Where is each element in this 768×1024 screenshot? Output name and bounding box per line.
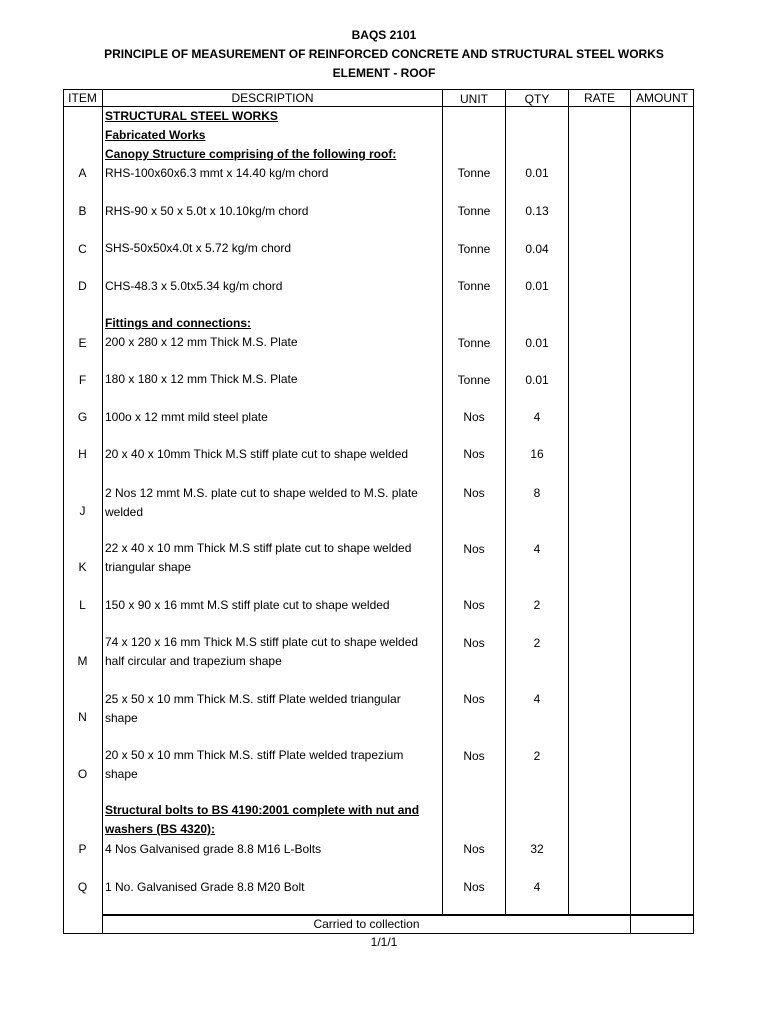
item-description-cont: triangular shape bbox=[105, 560, 192, 574]
element-title: ELEMENT - ROOF bbox=[332, 66, 436, 80]
item-description: 100o x 12 mmt mild steel plate bbox=[105, 410, 268, 424]
item-code: P bbox=[78, 842, 87, 856]
col-header-qty: QTY bbox=[524, 92, 550, 106]
item-description: 25 x 50 x 10 mm Thick M.S. stiff Plate welded triangular bbox=[105, 692, 401, 706]
item-description: 150 x 90 x 16 mmt M.S stiff plate cut to shape welded bbox=[105, 598, 390, 612]
item-qty: 8 bbox=[533, 486, 541, 500]
item-unit: Tonne bbox=[457, 204, 491, 218]
heading-structural-bolts: Structural bolts to BS 4190:2001 complete with nut and bbox=[105, 803, 420, 817]
item-qty: 4 bbox=[533, 692, 541, 706]
item-description: 22 x 40 x 10 mm Thick M.S stiff plate cut to shape welded bbox=[105, 541, 412, 555]
item-code: N bbox=[78, 710, 87, 724]
item-unit: Nos bbox=[463, 598, 485, 612]
total-top-border bbox=[103, 914, 694, 916]
item-code: K bbox=[78, 560, 87, 574]
table-top-border bbox=[63, 89, 694, 90]
heading-structural-bolts-cont: washers (BS 4320): bbox=[105, 822, 216, 836]
table-bottom-border bbox=[63, 933, 694, 934]
item-unit: Tonne bbox=[457, 336, 491, 350]
item-description: 74 x 120 x 16 mm Thick M.S stiff plate cut to shape welded bbox=[105, 635, 419, 649]
item-unit: Tonne bbox=[457, 166, 491, 180]
item-code: J bbox=[79, 504, 86, 518]
item-qty: 4 bbox=[533, 542, 541, 556]
item-qty: 4 bbox=[533, 880, 541, 894]
item-qty: 2 bbox=[533, 598, 541, 612]
item-qty: 0.04 bbox=[525, 242, 549, 256]
item-qty: 0.01 bbox=[525, 336, 549, 350]
col-border-item bbox=[102, 89, 103, 934]
document-code: BAQS 2101 bbox=[351, 28, 417, 42]
item-code: Q bbox=[77, 880, 88, 894]
col-border-rate bbox=[630, 89, 631, 934]
heading-structural-steel-works: STRUCTURAL STEEL WORKS bbox=[105, 109, 278, 123]
item-code: H bbox=[78, 447, 87, 461]
header-bottom-border bbox=[63, 106, 694, 107]
heading-fabricated-works: Fabricated Works bbox=[105, 128, 206, 142]
item-description: 4 Nos Galvanised grade 8.8 M16 L-Bolts bbox=[105, 842, 322, 856]
item-unit: Tonne bbox=[457, 279, 491, 293]
item-unit: Nos bbox=[463, 842, 485, 856]
item-unit: Nos bbox=[463, 542, 485, 556]
item-qty: 0.01 bbox=[525, 279, 549, 293]
item-unit: Tonne bbox=[457, 242, 491, 256]
item-code: D bbox=[78, 279, 87, 293]
item-description-cont: shape bbox=[105, 711, 138, 725]
item-code: G bbox=[77, 410, 88, 424]
item-description: CHS-48.3 x 5.0tx5.34 kg/m chord bbox=[105, 279, 283, 293]
page-number: 1/1/1 bbox=[370, 935, 398, 949]
item-description-cont: welded bbox=[105, 505, 144, 519]
item-qty: 4 bbox=[533, 410, 541, 424]
item-description: SHS-50x50x4.0t x 5.72 kg/m chord bbox=[105, 241, 292, 255]
item-qty: 0.13 bbox=[525, 204, 549, 218]
heading-canopy-structure: Canopy Structure comprising of the following roof: bbox=[105, 147, 397, 161]
item-code: M bbox=[77, 654, 88, 668]
item-description: 180 x 180 x 12 mm Thick M.S. Plate bbox=[105, 372, 298, 386]
item-description: RHS-100x60x6.3 mmt x 14.40 kg/m chord bbox=[105, 166, 329, 180]
item-code: L bbox=[79, 598, 86, 612]
col-header-amount: AMOUNT bbox=[636, 91, 688, 105]
col-header-rate: RATE bbox=[583, 91, 616, 105]
heading-fittings-connections: Fittings and connections: bbox=[105, 316, 251, 330]
item-unit: Nos bbox=[463, 410, 485, 424]
item-qty: 2 bbox=[533, 749, 541, 763]
col-border-qty bbox=[568, 89, 569, 915]
col-header-item: ITEM bbox=[68, 91, 97, 105]
item-description: 1 No. Galvanised Grade 8.8 M20 Bolt bbox=[105, 880, 305, 894]
item-code: E bbox=[78, 336, 87, 350]
item-unit: Nos bbox=[463, 880, 485, 894]
carried-to-collection: Carried to collection bbox=[313, 917, 420, 931]
item-description: 2 Nos 12 mmt M.S. plate cut to shape welded to M.S. plate bbox=[105, 486, 418, 500]
item-description: 200 x 280 x 12 mm Thick M.S. Plate bbox=[105, 335, 298, 349]
item-unit: Nos bbox=[463, 692, 485, 706]
item-qty: 2 bbox=[533, 636, 541, 650]
item-unit: Nos bbox=[463, 486, 485, 500]
item-qty: 0.01 bbox=[525, 166, 549, 180]
item-qty: 0.01 bbox=[525, 373, 549, 387]
item-description: 20 x 40 x 10mm Thick M.S stiff plate cut to shape welded bbox=[105, 447, 409, 461]
col-header-description: DESCRIPTION bbox=[231, 91, 314, 105]
item-code: O bbox=[77, 767, 88, 781]
item-unit: Tonne bbox=[457, 373, 491, 387]
item-description-cont: shape bbox=[105, 767, 138, 781]
item-qty: 32 bbox=[530, 842, 544, 856]
item-code: C bbox=[78, 242, 87, 256]
item-description: 20 x 50 x 10 mm Thick M.S. stiff Plate welded trapezium bbox=[105, 748, 404, 762]
item-description-cont: half circular and trapezium shape bbox=[105, 654, 282, 668]
item-description: RHS-90 x 50 x 5.0t x 10.10kg/m chord bbox=[105, 204, 309, 218]
item-unit: Nos bbox=[463, 636, 485, 650]
item-unit: Nos bbox=[463, 447, 485, 461]
item-code: B bbox=[78, 204, 87, 218]
item-code: F bbox=[78, 373, 87, 387]
document-title: PRINCIPLE OF MEASUREMENT OF REINFORCED CONCRETE AND STRUCTURAL STEEL WORKS bbox=[104, 47, 664, 61]
item-qty: 16 bbox=[530, 447, 544, 461]
item-code: A bbox=[78, 166, 87, 180]
item-unit: Nos bbox=[463, 749, 485, 763]
col-header-unit: UNIT bbox=[460, 92, 488, 106]
col-border-right bbox=[693, 89, 694, 934]
